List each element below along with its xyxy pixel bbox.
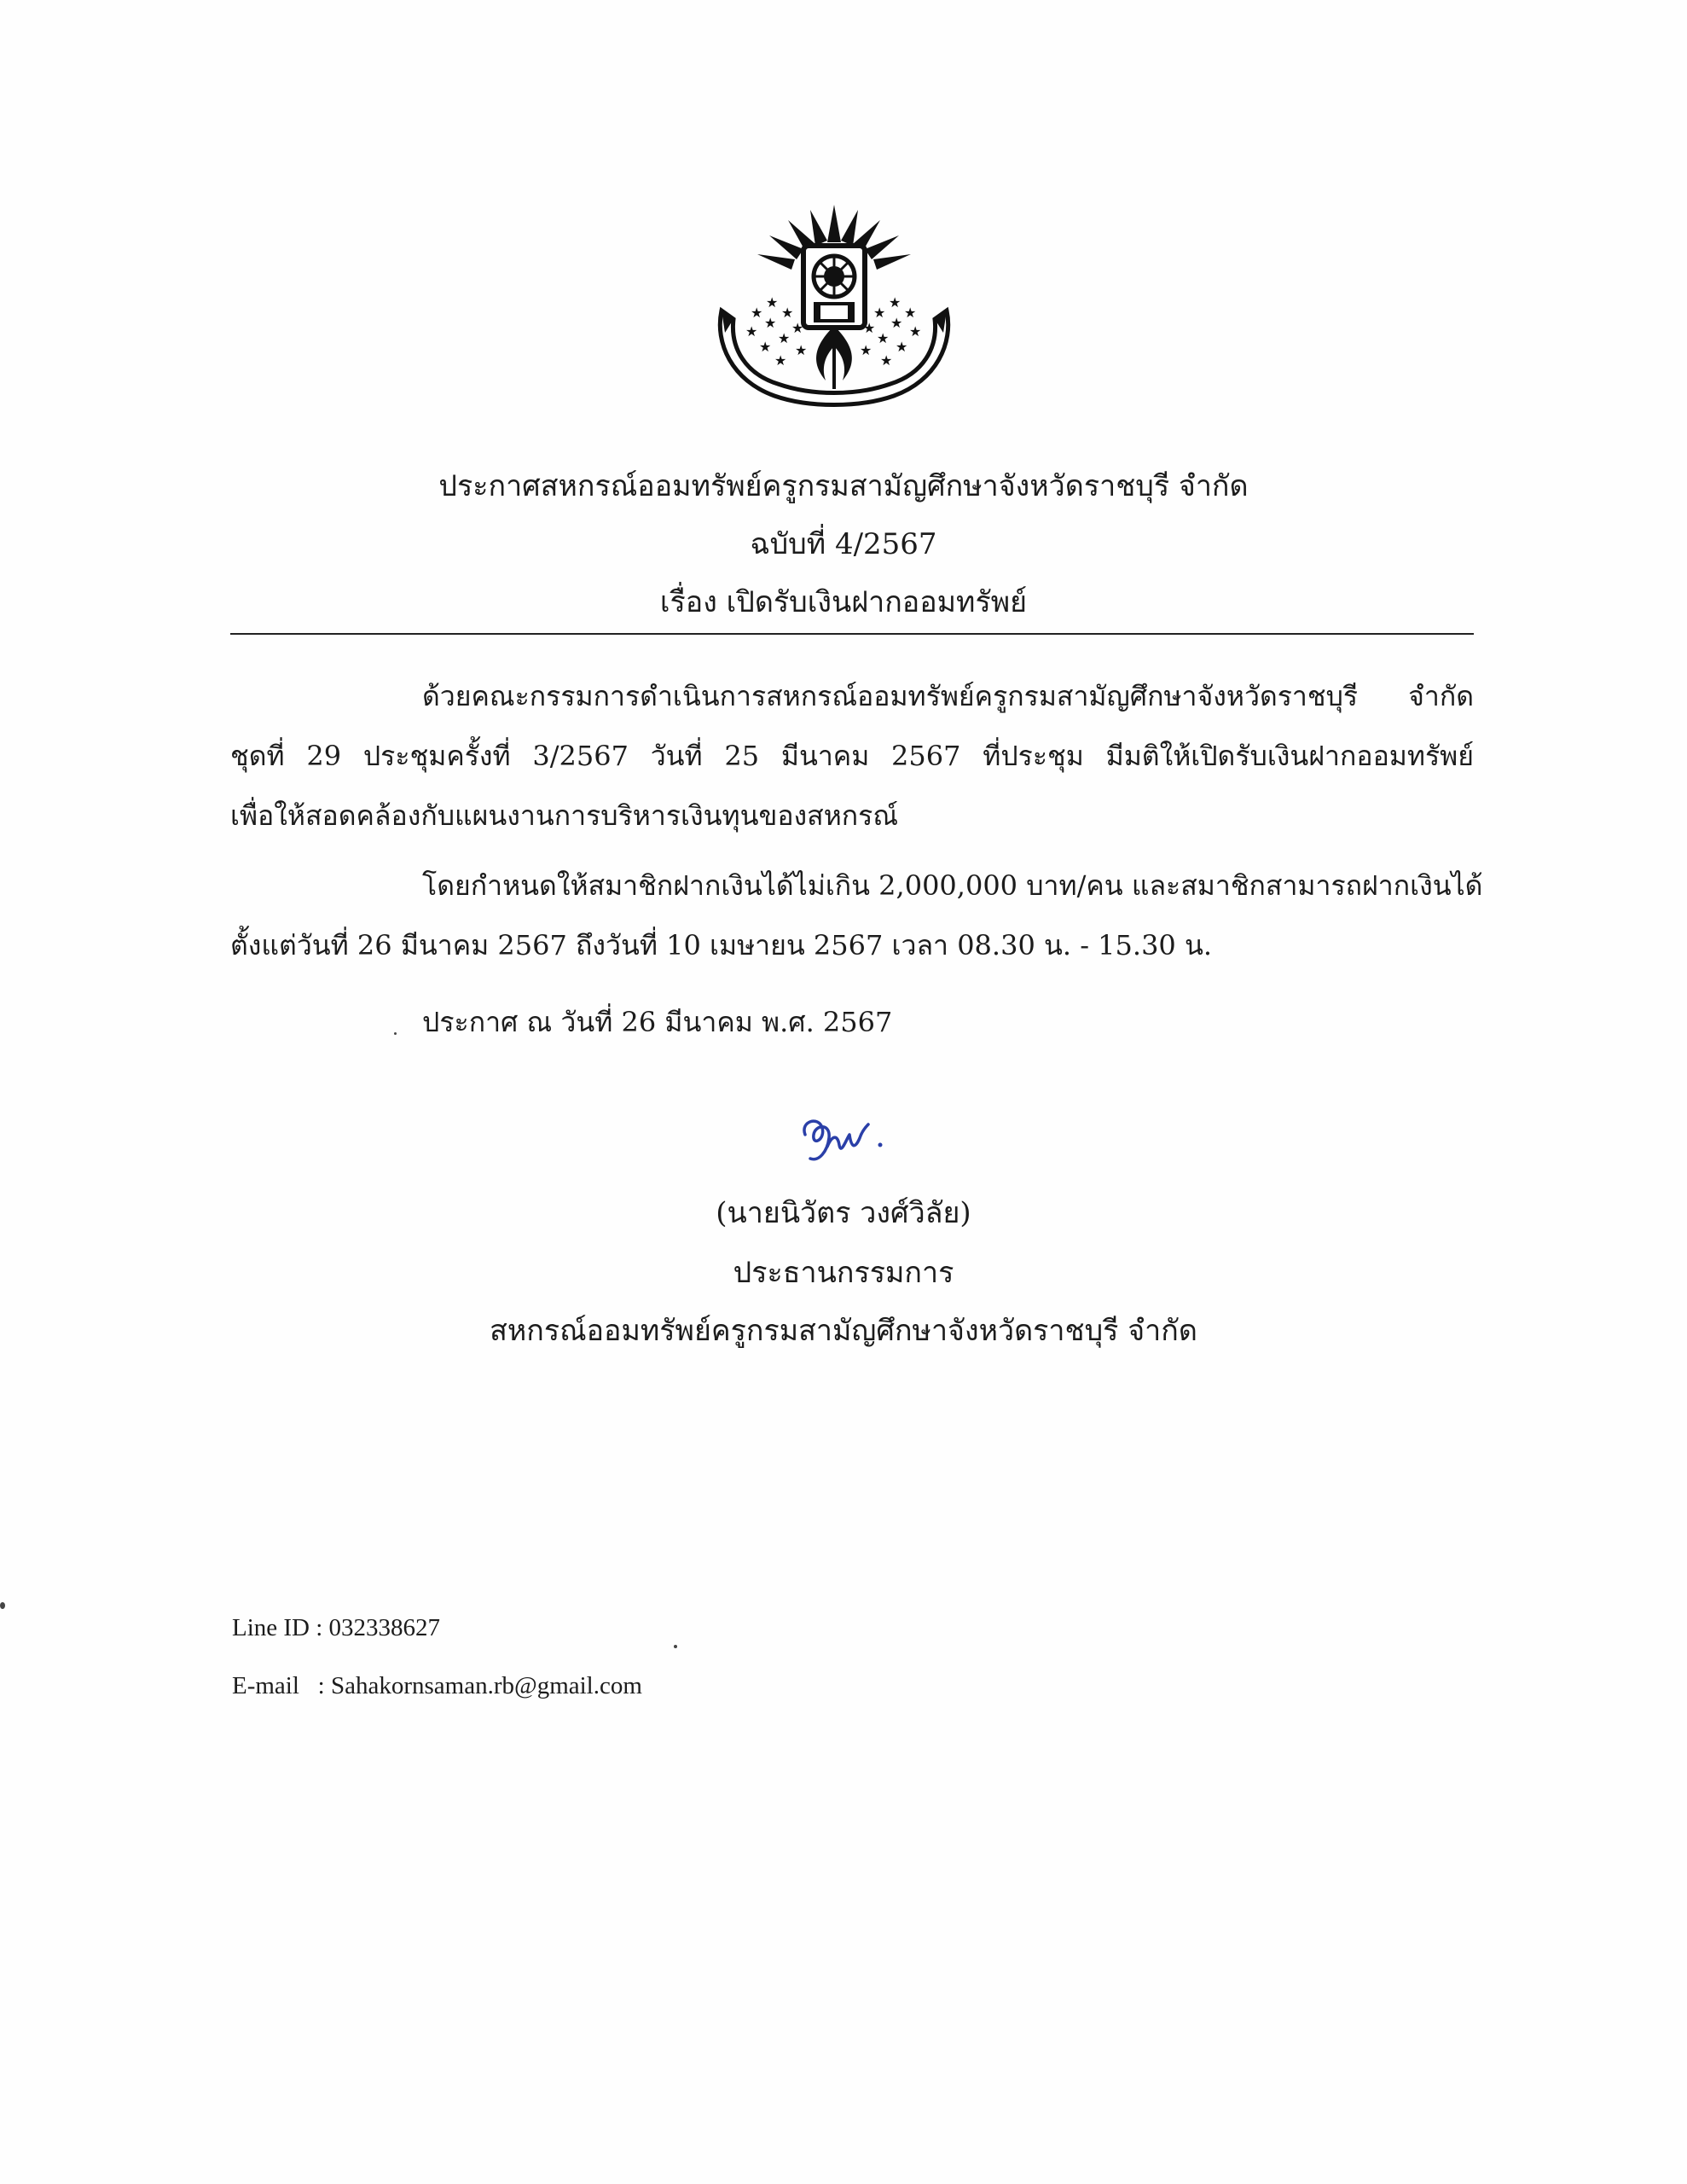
line-id: Line ID : 032338627 xyxy=(232,1614,441,1641)
paragraph-line: ตั้งแต่วันที่ 26 มีนาคม 2567 ถึงวันที่ 10 เมษายน 2567 เวลา 08.30 น. - 15.30 น. xyxy=(230,929,1212,961)
announcement-date xyxy=(230,998,1474,1046)
svg-text:★: ★ xyxy=(889,294,901,311)
svg-text:★: ★ xyxy=(791,320,804,336)
announcement-number: ฉบับที่ 4/2567 xyxy=(750,527,937,561)
scan-speck xyxy=(674,1645,677,1648)
svg-text:★: ★ xyxy=(795,342,808,358)
svg-text:★: ★ xyxy=(890,315,903,331)
svg-text:★: ★ xyxy=(745,323,758,340)
cooperative-seal-icon xyxy=(715,198,954,421)
signatory-name: (นายนิวัตร วงศ์วิลัย) xyxy=(716,1196,971,1230)
svg-text:★: ★ xyxy=(909,323,922,340)
svg-text:★: ★ xyxy=(774,352,787,369)
handwritten-signature-icon xyxy=(793,1109,896,1177)
svg-text:★: ★ xyxy=(751,305,763,321)
paragraph-line: ชุดที่ 29 ประชุมครั้งที่ 3/2567 วันที่ 25 มีนาคม 2567 ที่ประชุม มีมติให้เปิดรับเงินฝากออมทรัพย์ xyxy=(230,740,1474,772)
svg-text:★: ★ xyxy=(904,305,917,321)
announcement-title: ประกาศสหกรณ์ออมทรัพย์ครูกรมสามัญศึกษาจังหวัดราชบุรี จำกัด xyxy=(438,469,1249,503)
svg-text:★: ★ xyxy=(759,339,772,355)
body-paragraph-1 xyxy=(230,672,1474,839)
svg-text:★: ★ xyxy=(877,330,890,346)
email-address: E-mail : Sahakornsaman.rb@gmail.com xyxy=(232,1672,642,1699)
signatory-position: ประธานกรรมการ xyxy=(733,1256,954,1290)
svg-text:★: ★ xyxy=(873,305,886,321)
paragraph-line: โดยกำหนดให้สมาชิกฝากเงินได้ไม่เกิน 2,000,000 บาท/คน และสมาชิกสามารถฝากเงินได้ xyxy=(422,869,1483,902)
svg-text:★: ★ xyxy=(863,320,876,336)
svg-text:★: ★ xyxy=(896,339,908,355)
date-line: ประกาศ ณ วันที่ 26 มีนาคม พ.ศ. 2567 xyxy=(422,1006,893,1038)
paragraph-line: ด้วยคณะกรรมการดำเนินการสหกรณ์ออมทรัพย์ครูกรมสามัญศึกษาจังหวัดราชบุรี จำกัด xyxy=(422,680,1474,712)
paragraph-line: เพื่อให้สอดคล้องกับแผนงานการบริหารเงินทุนของสหกรณ์ xyxy=(230,799,899,832)
body-paragraph-2 xyxy=(230,862,1483,969)
scan-speck xyxy=(0,1602,5,1609)
svg-text:★: ★ xyxy=(860,342,872,358)
svg-text:★: ★ xyxy=(764,315,777,331)
svg-text:★: ★ xyxy=(766,294,779,311)
svg-text:★: ★ xyxy=(880,352,893,369)
signatory-organization: สหกรณ์ออมทรัพย์ครูกรมสามัญศึกษาจังหวัดราชบุรี จำกัด xyxy=(490,1314,1197,1348)
svg-text:★: ★ xyxy=(778,330,791,346)
scan-speck xyxy=(394,1032,397,1035)
header-divider xyxy=(230,633,1474,635)
announcement-subject: เรื่อง เปิดรับเงินฝากออมทรัพย์ xyxy=(659,585,1028,619)
svg-text:★: ★ xyxy=(781,305,794,321)
